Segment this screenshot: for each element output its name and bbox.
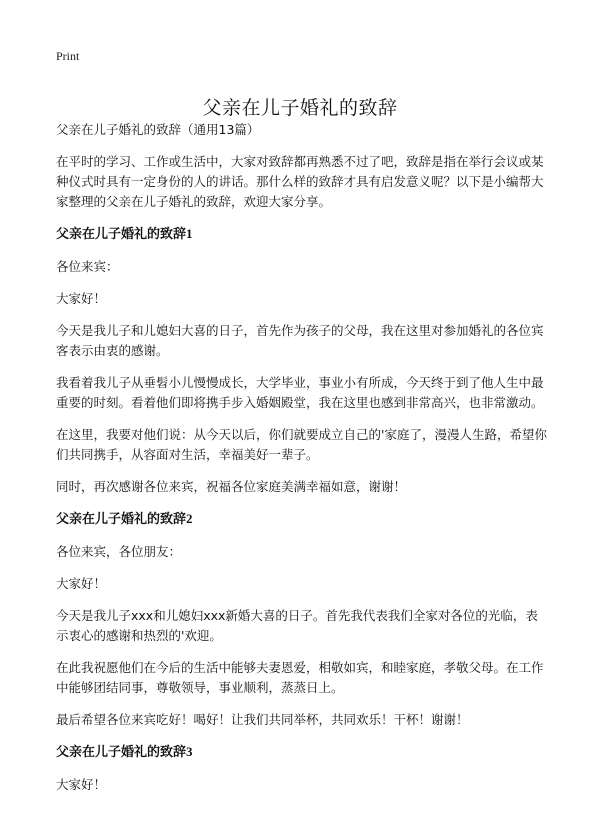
section-heading-1 — [56, 224, 548, 245]
paragraph: 在此我祝愿他们在今后的生活中能够夫妻恩爱，相敬如宾，和睦家庭，孝敬父母。在工作中能够团结同事，尊敬领导，事业顺利，蒸蒸日上。 — [56, 660, 544, 695]
intro-paragraph: 在平时的学习、工作或生活中，大家对致辞都再熟悉不过了吧，致辞是指在举行会议或某种仪式时具有一定身份的人的讲话。那什么样的致辞才具有启发意义呢？以下是小编帮大家整理的父亲在儿子婚礼的致辞，欢迎大家分享。 — [56, 154, 544, 209]
paragraph: 在这里，我要对他们说：从今天以后，你们就要成立自己的'家庭了，漫漫人生路，希望你们共同携手，从容面对生活，幸福美好一辈子。 — [56, 427, 547, 462]
article-subtitle: 父亲在儿子婚礼的致辞（通用13篇） — [56, 122, 260, 137]
paragraph: 大家好！ — [56, 576, 107, 591]
paragraph: 各位来宾： — [56, 259, 119, 274]
paragraph: 今天是我儿子和儿媳妇大喜的日子，首先作为孩子的父母，我在这里对参加婚礼的各位宾客表示由衷的感谢。 — [56, 323, 544, 358]
section-heading-text: 父亲在儿子婚礼的致辞 — [56, 512, 187, 527]
section-number: 1 — [186, 226, 193, 241]
section-number: 2 — [186, 511, 193, 526]
section-heading-3 — [56, 742, 548, 763]
section-heading-2 — [56, 509, 548, 530]
paragraph: 今天是我儿子xxx和儿媳妇xxx新婚大喜的日子。首先我代表我们全家对各位的光临，表示衷心的感谢和热烈的'欢迎。 — [56, 608, 538, 643]
paragraph: 大家好！ — [56, 291, 107, 306]
paragraph: 各位来宾，各位朋友： — [56, 544, 182, 559]
paragraph: 最后希望各位来宾吃好！喝好！让我们共同举杯，共同欢乐！干杯！谢谢！ — [56, 712, 469, 727]
page-title: 父亲在儿子婚礼的致辞 — [202, 96, 398, 119]
paragraph: 同时，再次感谢各位来宾，祝福各位家庭美满幸福如意，谢谢！ — [56, 479, 407, 494]
paragraph: 大家好！ — [56, 777, 107, 792]
paragraph: 我看着我儿子从垂髫小儿慢慢成长，大学毕业，事业小有所成，今天终于到了他人生中最重要的时刻。看着他们即将携手步入婚姻殿堂，我在这里也感到非常高兴，也非常激动。 — [56, 375, 544, 410]
section-number: 3 — [186, 744, 193, 759]
article-body — [56, 120, 548, 807]
section-heading-text: 父亲在儿子婚礼的致辞 — [56, 745, 187, 760]
print-link[interactable]: Print — [56, 49, 80, 63]
section-heading-text: 父亲在儿子婚礼的致辞 — [56, 227, 187, 242]
